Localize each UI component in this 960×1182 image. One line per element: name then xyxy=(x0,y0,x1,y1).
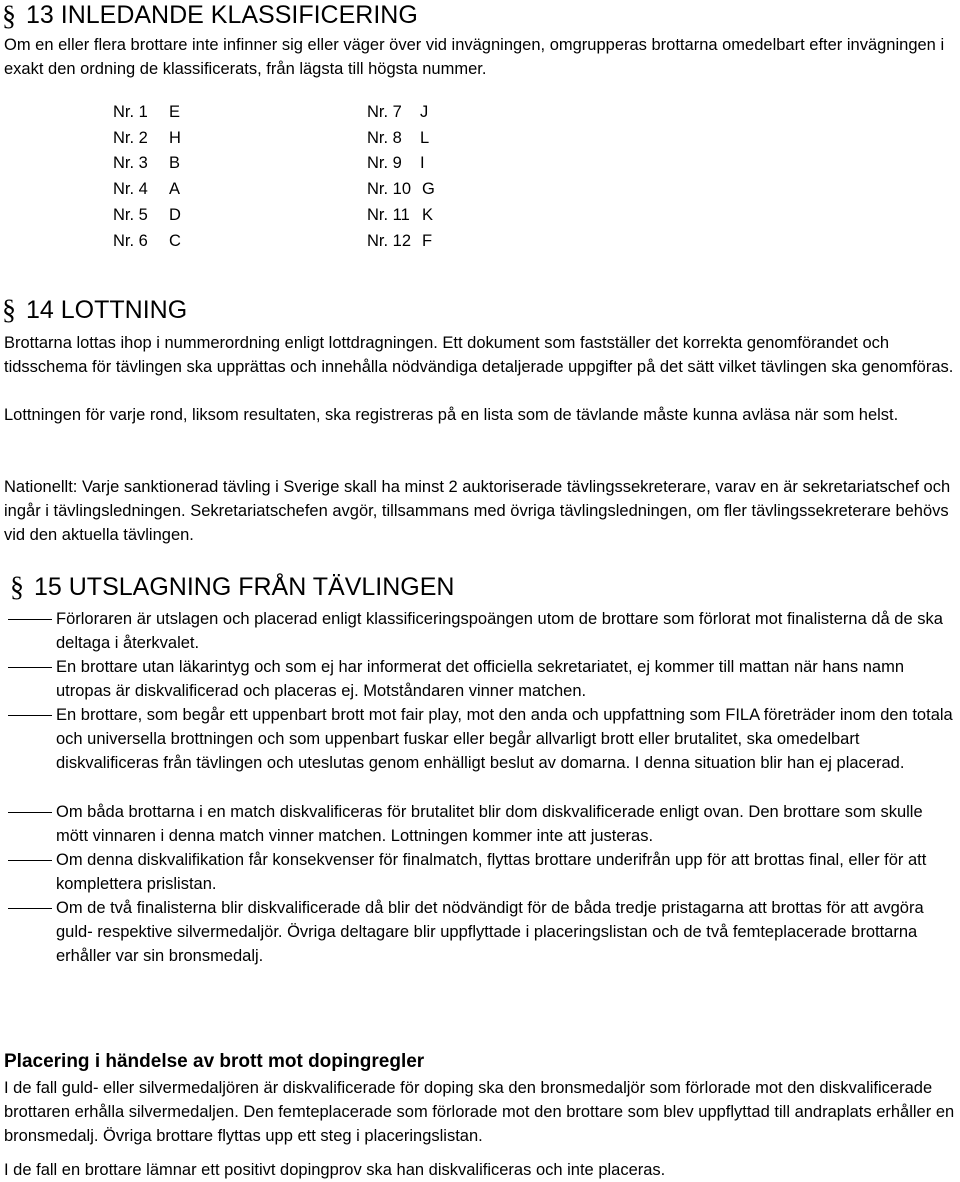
row-number: Nr. 7 xyxy=(367,103,402,121)
row-letter: B xyxy=(169,154,181,173)
row-number: Nr. 6 xyxy=(113,231,148,250)
row-number: Nr. 1 xyxy=(113,103,148,121)
classification-row xyxy=(113,229,181,255)
row-letter: J xyxy=(420,103,429,121)
dash-bullet-icon xyxy=(8,619,52,620)
list-item: Om denna diskvalifikation får konsekvenser för finalmatch, flyttas brottare underifrån upp för att brottas final, eller för att komplettera prislistan. xyxy=(56,851,927,893)
list-item: En brottare, som begår ett uppenbart brott mot fair play, mot den anda och uppfattning som FILA företräder inom den totala och universella brottningen och som uppenbart fuskar eller begår allvarligt brott eller brutalitet, ska omedelbart diskvalificeras från tävlingen och uteslutas genom enhälligt beslut av domarna. I denna situation blir han ej placerad. xyxy=(56,706,953,772)
section-14-national-note: Nationellt: Varje sanktionerad tävling i Sverige skall ha minst 2 auktoriserade tävlingssekreterare, varav en är sekretariatschef och ingår i tävlingsledningen. Sekretariatschefen avgör, tillsammans med övriga tävlingsledningen, om fler tävlingssekreterare behövs vid den aktuella tävlingen. xyxy=(4,478,951,544)
classification-row xyxy=(367,151,435,177)
doping-paragraph: I de fall en brottare lämnar ett positivt dopingprov ska han diskvalificeras och inte placeras. xyxy=(4,1161,666,1179)
dash-bullet-icon xyxy=(8,812,52,813)
section-13-intro: Om en eller flera brottare inte infinner sig eller väger över vid invägningen, omgrupperas brottarna omedelbart efter invägningen i exakt den ordning de klassificerats, från lägsta till högsta nummer. xyxy=(4,36,945,78)
row-number: Nr. 11 xyxy=(367,205,410,224)
classification-row xyxy=(113,151,181,177)
section-14-heading: 14 LOTTNING xyxy=(26,296,188,324)
classification-row xyxy=(113,177,181,203)
section-14-paragraph: Lottningen för varje rond, liksom resultaten, ska registreras på en lista som de tävlande måste kunna avläsa när som helst. xyxy=(4,406,899,424)
row-letter: D xyxy=(169,205,181,224)
row-number: Nr. 2 xyxy=(113,128,148,147)
classification-row xyxy=(367,126,435,152)
row-letter: G xyxy=(422,180,435,199)
row-letter: A xyxy=(169,180,181,199)
row-letter: C xyxy=(169,231,181,250)
section-mark-icon: § xyxy=(2,1,16,32)
row-letter: K xyxy=(422,205,434,224)
doping-paragraph: I de fall guld- eller silvermedaljören är diskvalificerade för doping ska den bronsmedaljör som förlorade mot den diskvalificerade brottaren erhålla silvermedaljen. Den femteplacerade som förlorade mot den brottare som blev uppflyttad till andraplats erhåller en bronsmedalj. Övriga brottare flyttas upp ett steg i placeringslistan. xyxy=(4,1079,955,1145)
classification-row xyxy=(367,177,435,203)
classification-list-right xyxy=(367,100,435,254)
row-letter: L xyxy=(420,128,430,147)
row-letter: F xyxy=(422,231,433,250)
classification-row xyxy=(113,126,181,152)
section-13-heading: 13 INLEDANDE KLASSIFICERING xyxy=(26,1,418,29)
row-letter: H xyxy=(169,128,181,147)
doping-heading: Placering i händelse av brott mot dopingregler xyxy=(4,1051,425,1072)
section-15-heading: 15 UTSLAGNING FRÅN TÄVLINGEN xyxy=(34,573,455,601)
row-number: Nr. 3 xyxy=(113,154,148,173)
classification-row xyxy=(367,100,435,126)
dash-bullet-icon xyxy=(8,908,52,909)
section-mark-icon: § xyxy=(10,572,24,603)
row-letter: I xyxy=(420,154,425,173)
row-number: Nr. 12 xyxy=(367,231,412,250)
dash-bullet-icon xyxy=(8,860,52,861)
classification-row xyxy=(367,229,435,255)
classification-row xyxy=(113,100,181,126)
classification-row xyxy=(367,203,435,229)
dash-bullet-icon xyxy=(8,715,52,716)
list-item: En brottare utan läkarintyg och som ej har informerat det officiella sekretariatet, ej kommer till mattan när hans namn utropas är diskvalificerad och placeras ej. Motståndaren vinner matchen. xyxy=(56,658,905,700)
dash-bullet-icon xyxy=(8,667,52,668)
list-item: Om de två finalisterna blir diskvalificerade då blir det nödvändigt för de båda tredje pristagarna att brottas för att avgöra guld- respektive silvermedaljör. Övriga deltagare blir uppflyttade i placeringslistan och de två femteplacerade brottarna erhåller var sin bronsmedalj. xyxy=(56,899,924,965)
classification-list-left xyxy=(113,100,181,254)
section-mark-icon: § xyxy=(2,295,16,326)
row-number: Nr. 9 xyxy=(367,154,402,173)
section-14-paragraph: Brottarna lottas ihop i nummerordning enligt lottdragningen. Ett dokument som fastställer det korrekta genomförandet och tidsschema för tävlingen ska upprättas och innehålla nödvändiga detaljerade uppgifter på det sätt vilket tävlingen ska genomföras. xyxy=(4,334,954,376)
row-number: Nr. 8 xyxy=(367,128,402,147)
row-letter: E xyxy=(169,103,181,121)
classification-row xyxy=(113,203,181,229)
row-number: Nr. 10 xyxy=(367,180,412,199)
row-number: Nr. 4 xyxy=(113,180,148,199)
row-number: Nr. 5 xyxy=(113,205,148,224)
list-item: Förloraren är utslagen och placerad enligt klassificeringspoängen utom de brottare som förlorat mot finalisterna då de ska deltaga i återkvalet. xyxy=(56,610,943,652)
list-item: Om båda brottarna i en match diskvalificeras för brutalitet blir dom diskvalificerade enligt ovan. Den brottare som skulle mött vinnaren i denna match vinner matchen. Lottningen kommer inte att justeras. xyxy=(56,803,923,845)
